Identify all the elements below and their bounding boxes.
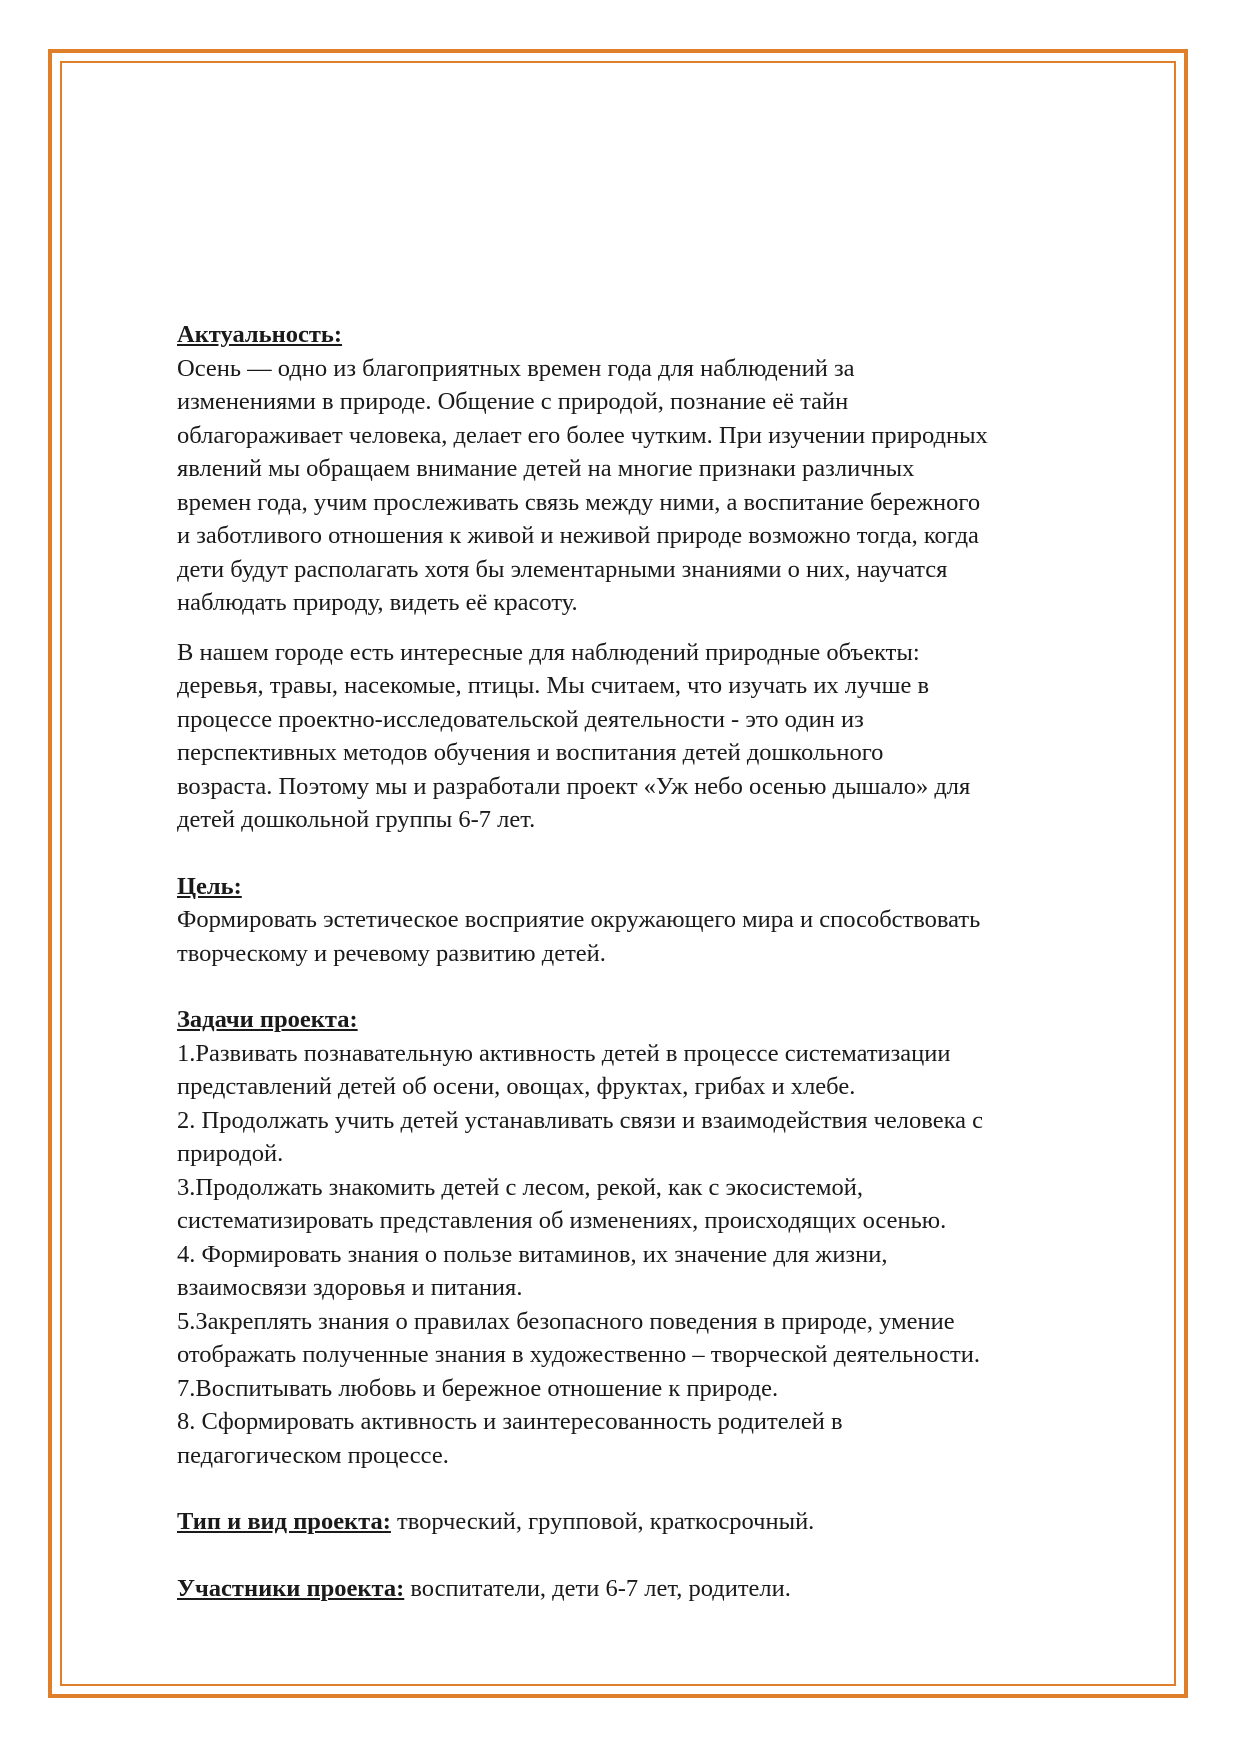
relevance-paragraph-1: Осень — одно из благоприятных времен года для наблюдений за изменениями в природе. Общение с природой, познание её тайн облагораживает человека, делает его более чутким. При изучении природных явлений мы обращаем внимание детей на многие признаки различных времен года, учим прослеживать связь между ними, а воспитание бережного и заботливого отношения к живой и неживой природе возможно тогда, когда дети будут располагать хотя бы элементарными знаниями о них, научатся наблюдать природу, видеть её красоту. bbox=[177, 354, 988, 616]
task-item-2: 2. Продолжать учить детей устанавливать связи и взаимодействия человека с природой. bbox=[177, 1106, 983, 1167]
task-item-4: 4. Формировать знания о пользе витаминов, их значение для жизни, взаимосвязи здоровья и питания. bbox=[177, 1240, 888, 1301]
task-item-7: 7.Воспитывать любовь и бережное отношение к природе. bbox=[177, 1374, 779, 1402]
task-item-8: 8. Сформировать активность и заинтересованность родителей в педагогическом процессе. bbox=[177, 1408, 843, 1469]
task-item-5: 5.Закреплять знания о правилах безопасного поведения в природе, умение отображать полученные знания в художественно – творческой деятельности. bbox=[177, 1307, 980, 1368]
relevance-heading: Актуальность: bbox=[177, 321, 343, 348]
document-body bbox=[177, 318, 1162, 1605]
participants-line bbox=[177, 1572, 1162, 1606]
task-item-3: 3.Продолжать знакомить детей с лесом, рекой, как с экосистемой, систематизировать представления об изменениях, происходящих осенью. bbox=[177, 1173, 947, 1234]
tasks-heading: Задачи проекта: bbox=[177, 1006, 358, 1033]
goal-heading: Цель: bbox=[177, 872, 242, 900]
participants-text: воспитатели, дети 6-7 лет, родители. bbox=[404, 1574, 791, 1602]
tasks-list bbox=[177, 1037, 1162, 1473]
project-type-heading: Тип и вид проекта: bbox=[177, 1508, 391, 1535]
task-item-1: 1.Развивать познавательную активность детей в процессе систематизации представлений детей об осени, овощах, фруктах, грибах и хлебе. bbox=[177, 1039, 951, 1100]
relevance-paragraph-2: В нашем городе есть интересные для наблюдений природные объекты: деревья, травы, насекомые, птицы. Мы считаем, что изучать их лучше в процессе проектно-исследовательской деятельности - это один из перспективных методов обучения и воспитания детей дошкольного возраста. Поэтому мы и разработали проект «Уж небо осенью дышало» для детей дошкольной группы 6-7 лет. bbox=[177, 638, 971, 833]
project-type-text: творческий, групповой, краткосрочный. bbox=[390, 1508, 815, 1535]
participants-heading: Участники проекта: bbox=[177, 1574, 405, 1602]
goal-text: Формировать эстетическое восприятие окружающего мира и способствовать творческому и речевому развитию детей. bbox=[177, 906, 981, 967]
project-type-line bbox=[177, 1505, 1162, 1539]
